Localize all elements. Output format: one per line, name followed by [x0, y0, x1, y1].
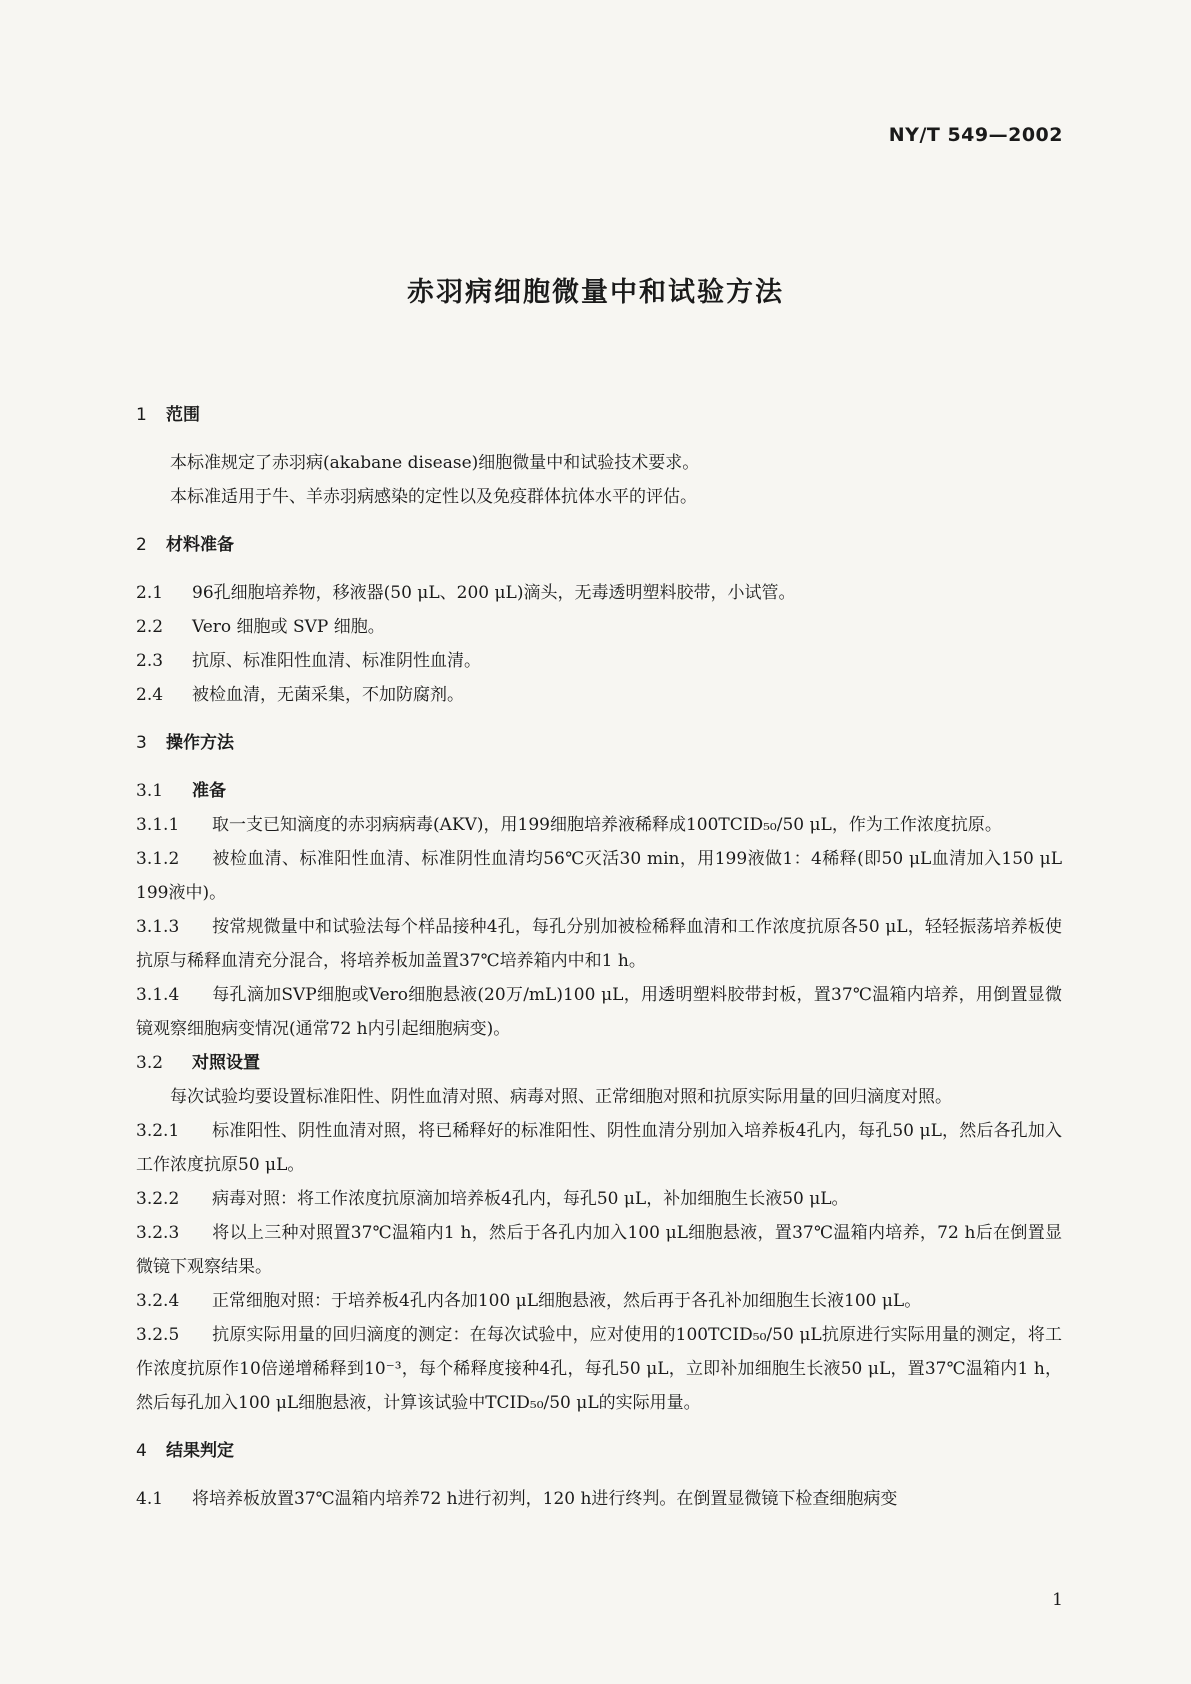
section-title: 材料准备	[166, 535, 234, 555]
clause-3-1-3: 3.1.3 按常规微量中和试验法每个样品接种4孔，每孔分别加被检稀释血清和工作浓度抗原各50 μL，轻轻振荡培养板使抗原与稀释血清充分混合，将培养板加盖置37℃培养箱内中和1 h。	[136, 917, 1062, 971]
section-3-heading	[136, 726, 1062, 760]
section-title: 操作方法	[166, 733, 234, 753]
clause-3-2-4: 3.2.4 正常细胞对照：于培养板4孔内各加100 μL细胞悬液，然后再于各孔补加细胞生长液100 μL。	[136, 1291, 922, 1311]
section-number: 3	[136, 733, 147, 753]
clause-2-1: 2.1 96孔细胞培养物，移液器(50 μL、200 μL)滴头，无毒透明塑料胶带，小试管。	[136, 583, 796, 603]
section-number: 2	[136, 535, 147, 555]
subsection-3-2-heading: 3.2 对照设置	[136, 1053, 260, 1073]
section-number: 1	[136, 405, 147, 425]
section-4-heading	[136, 1434, 1062, 1468]
clause-3-2-2: 3.2.2 病毒对照：将工作浓度抗原滴加培养板4孔内，每孔50 μL，补加细胞生长液50 μL。	[136, 1189, 849, 1209]
clause-3-1-4: 3.1.4 每孔滴加SVP细胞或Vero细胞悬液(20万/mL)100 μL，用透明塑料胶带封板，置37℃温箱内培养，用倒置显微镜观察细胞病变情况(通常72 h内引起细胞病变)。	[136, 985, 1062, 1039]
clause-2-4: 2.4 被检血清，无菌采集，不加防腐剂。	[136, 685, 464, 705]
subsection-3-1-heading: 3.1 准备	[136, 781, 226, 801]
page-number: 1	[1052, 1590, 1063, 1610]
paragraph: 每次试验均要设置标准阳性、阴性血清对照、病毒对照、正常细胞对照和抗原实际用量的回归滴度对照。	[170, 1087, 952, 1107]
clause-2-2: 2.2 Vero 细胞或 SVP 细胞。	[136, 617, 385, 637]
section-1-heading	[136, 398, 1062, 432]
clause-3-2-1: 3.2.1 标准阳性、阴性血清对照，将已稀释好的标准阳性、阴性血清分别加入培养板4孔内，每孔50 μL，然后各孔加入工作浓度抗原50 μL。	[136, 1121, 1062, 1175]
clause-3-2-5: 3.2.5 抗原实际用量的回归滴度的测定：在每次试验中，应对使用的100TCID₅₀/50 μL抗原进行实际用量的测定，将工作浓度抗原作10倍递增稀释到10⁻³，每个稀释度接种4孔，每孔50 μL，立即补加细胞生长液50 μL，置37℃温箱内1 h，然后每孔加入100 μL细胞悬液，计算该试验中TCID₅₀/50 μL的实际用量。	[136, 1325, 1062, 1413]
section-title: 范围	[166, 405, 200, 425]
clause-2-3: 2.3 抗原、标准阳性血清、标准阴性血清。	[136, 651, 481, 671]
clause-3-2-3: 3.2.3 将以上三种对照置37℃温箱内1 h，然后于各孔内加入100 μL细胞悬液，置37℃温箱内培养，72 h后在倒置显微镜下观察结果。	[136, 1223, 1062, 1277]
document-body	[136, 398, 1062, 1516]
clause-3-1-2: 3.1.2 被检血清、标准阳性血清、标准阴性血清均56℃灭活30 min，用199液做1：4稀释(即50 μL血清加入150 μL 199液中)。	[136, 849, 1062, 903]
section-title: 结果判定	[166, 1441, 234, 1461]
standard-number: NY/T 549—2002	[888, 124, 1063, 146]
paragraph: 本标准适用于牛、羊赤羽病感染的定性以及免疫群体抗体水平的评估。	[170, 487, 697, 507]
paragraph: 本标准规定了赤羽病(akabane disease)细胞微量中和试验技术要求。	[170, 453, 700, 473]
document-title: 赤羽病细胞微量中和试验方法	[407, 277, 784, 308]
section-2-heading	[136, 528, 1062, 562]
clause-4-1: 4.1 将培养板放置37℃温箱内培养72 h进行初判，120 h进行终判。在倒置显微镜下检查细胞病变	[136, 1489, 898, 1509]
section-number: 4	[136, 1441, 147, 1461]
clause-3-1-1: 3.1.1 取一支已知滴度的赤羽病病毒(AKV)，用199细胞培养液稀释成100TCID₅₀/50 μL，作为工作浓度抗原。	[136, 815, 1002, 835]
